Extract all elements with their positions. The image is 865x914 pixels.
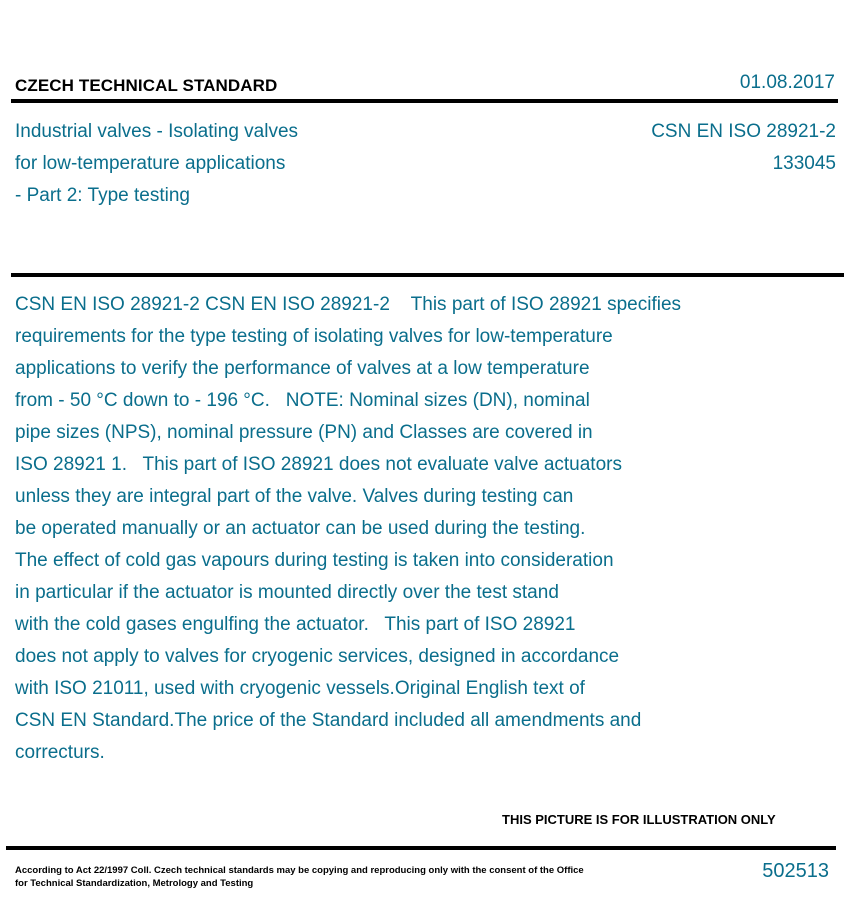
legal-notice-line: for Technical Standardization, Metrology and Testing: [15, 878, 254, 889]
catalog-number: 133045: [772, 153, 836, 174]
description-line: be operated manually or an actuator can be used during the testing.: [15, 518, 586, 539]
standard-title-line: Industrial valves - Isolating valves: [15, 121, 299, 142]
publication-date: 01.08.2017: [739, 72, 835, 93]
description-line: from - 50 °C down to - 196 °C. NOTE: Nominal sizes (DN), nominal: [15, 390, 590, 411]
legal-notice: [15, 864, 584, 890]
description-line: CSN EN Standard.The price of the Standard included all amendments and: [15, 710, 642, 731]
standard-description: [15, 289, 805, 769]
document-type-label: CZECH TECHNICAL STANDARD: [15, 76, 278, 95]
description-line: applications to verify the performance of valves at a low temperature: [15, 358, 590, 379]
header-divider: [11, 99, 838, 103]
footer-document-number: 502513: [762, 860, 829, 882]
footer-divider: [6, 846, 836, 850]
description-line: with the cold gases engulfing the actuator. This part of ISO 28921: [15, 614, 576, 635]
description-line: pipe sizes (NPS), nominal pressure (PN) and Classes are covered in: [15, 422, 593, 443]
description-line: correcturs.: [15, 742, 105, 763]
standard-title: [15, 116, 298, 212]
legal-notice-line: According to Act 22/1997 Coll. Czech technical standards may be copying and reproducing only with the consent of the Office: [15, 865, 584, 876]
illustration-disclaimer: THIS PICTURE IS FOR ILLUSTRATION ONLY: [502, 812, 776, 827]
standard-title-line: - Part 2: Type testing: [15, 185, 190, 206]
standard-title-line: for low-temperature applications: [15, 153, 286, 174]
description-line: unless they are integral part of the valve. Valves during testing can: [15, 486, 574, 507]
description-line: does not apply to valves for cryogenic services, designed in accordance: [15, 646, 620, 667]
standard-identifiers: [651, 116, 836, 180]
description-line: CSN EN ISO 28921-2 CSN EN ISO 28921-2 This part of ISO 28921 specifies: [15, 294, 682, 315]
description-line: requirements for the type testing of isolating valves for low-temperature: [15, 326, 613, 347]
description-line: ISO 28921 1. This part of ISO 28921 does not evaluate valve actuators: [15, 454, 622, 475]
description-line: The effect of cold gas vapours during testing is taken into consideration: [15, 550, 614, 571]
standard-code: CSN EN ISO 28921-2: [651, 121, 836, 142]
title-divider: [11, 273, 844, 277]
description-line: with ISO 21011, used with cryogenic vessels.Original English text of: [15, 678, 585, 699]
description-line: in particular if the actuator is mounted directly over the test stand: [15, 582, 559, 603]
